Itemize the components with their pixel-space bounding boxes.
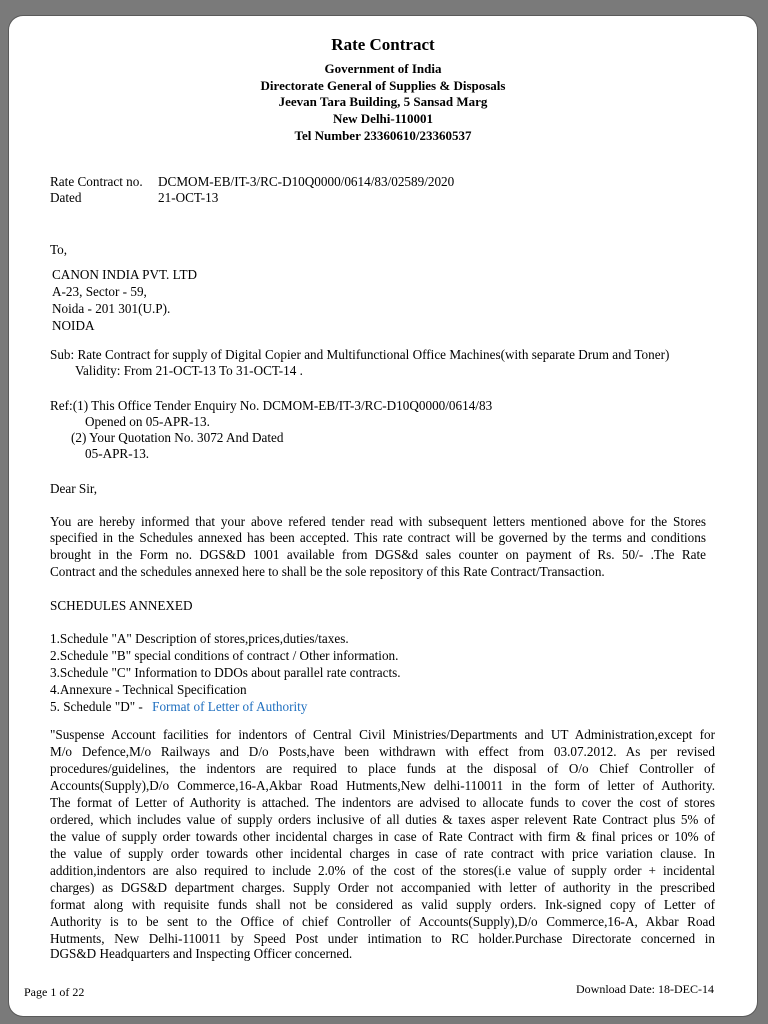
paragraph-2-line: addition,indentors are also required to include 2.0% of the cost of the stores(i.e value of supply order + incidental (50, 863, 715, 878)
paragraph-2-line: format along with requisite funds shall not be considered as valid supply orders. Ink-signed copy of Letter of (50, 897, 715, 912)
letter-of-authority-link[interactable]: Format of Letter of Authority (152, 699, 308, 714)
contract-no-value: DCMOM-EB/IT-3/RC-D10Q0000/0614/83/02589/2020 (158, 174, 455, 189)
paragraph-1-line: specified in the Schedules annexed has been accepted. This rate contract will be governed by the terms and conditions (50, 530, 706, 545)
schedule-item: 4.Annexure - Technical Specification (50, 682, 247, 697)
page-number: Page 1 of 22 (24, 985, 85, 999)
paragraph-2-line: DGS&D Headquarters and Inspecting Officer concerned. (50, 946, 353, 961)
paragraph-2-line: the value of supply order towards other incidental charges in case of rate contract with price variation clause. In (50, 846, 715, 861)
contract-no-label: Rate Contract no. (50, 174, 143, 189)
header-line-building: Jeevan Tara Building, 5 Sansad Marg (278, 94, 488, 109)
subject-line: Sub: Rate Contract for supply of Digital Copier and Multifunctional Office Machines(with separate Drum and Toner) (50, 347, 670, 362)
paragraph-2-line: procedures/guidelines, the indentors are required to place funds at the disposal of O/o Chief Controller of (50, 761, 715, 776)
schedule-5-label: 5. Schedule "D" - (50, 699, 143, 714)
paragraph-2-line: Authority is to be sent to the Office of chief Controller of Accounts(Supply),D/o Commerce,16-A, Akbar Road (50, 914, 715, 929)
paragraph-1-line: brought in the Form no. DGS&D 1001 available from DGS&d sales counter on payment of Rs. 50/- .The Rate (50, 547, 706, 562)
paragraph-2-line: Accounts(Supply),D/o Commerce,16-A,Akbar Road Hutments,New delhi-110011 in the form of letter of Authority. (50, 778, 715, 793)
reference-2-date: 05-APR-13. (85, 446, 150, 461)
schedule-item: 2.Schedule "B" special conditions of contract / Other information. (50, 648, 399, 663)
schedule-item: 3.Schedule "C" Information to DDOs about parallel rate contracts. (50, 665, 401, 680)
paragraph-2-line: The format of Letter of Authority is attached. The indentors are advised to allocate funds to cover the cost of stores (50, 795, 715, 810)
paragraph-2-line: M/o Defence,M/o Railways and D/o Posts,have been withdrawn with effect from 03.07.2012. As per revised (50, 744, 715, 759)
paragraph-1-line: You are hereby informed that your above refered tender read with subsequent letters mentioned above for the Stores (50, 514, 706, 529)
download-date: Download Date: 18-DEC-14 (576, 982, 714, 996)
header-line-government: Government of India (324, 61, 442, 76)
document-title: Rate Contract (331, 35, 435, 54)
validity-line: Validity: From 21-OCT-13 To 31-OCT-14 . (75, 363, 303, 378)
paragraph-2-line: "Suspense Account facilities for indentors of Central Civil Ministries/Departments and UT Administration,except for (50, 727, 715, 742)
paragraph-2-line: Hutments, New Delhi-110011 by Speed Post under intimation to RC holder.Purchase Directorate concerned in (50, 931, 715, 946)
header-line-city: New Delhi-110001 (332, 111, 434, 126)
document-page (9, 16, 757, 1016)
paragraph-1-line: Contract and the schedules annexed here to shall be the sole repository of this Rate Contract/Transaction. (50, 564, 605, 579)
salutation: Dear Sir, (50, 481, 98, 496)
schedule-item (50, 699, 307, 715)
reference-1-opened: Opened on 05-APR-13. (85, 414, 210, 429)
schedule-item: 1.Schedule "A" Description of stores,prices,duties/taxes. (50, 631, 349, 646)
address-line-company: CANON INDIA PVT. LTD (52, 267, 198, 282)
schedules-heading: SCHEDULES ANNEXED (50, 598, 193, 613)
to-label: To, (50, 242, 68, 257)
address-line-town: NOIDA (52, 318, 95, 333)
address-line-city: Noida - 201 301(U.P). (52, 301, 171, 316)
header-line-directorate: Directorate General of Supplies & Disposals (260, 78, 506, 93)
header-line-phone: Tel Number 23360610/23360537 (294, 128, 472, 143)
reference-2: (2) Your Quotation No. 3072 And Dated (71, 430, 284, 445)
paragraph-2-line: the value of supply order towards other incidental charges in case of Rate Contract with firm & final prices or 10% of (50, 829, 715, 844)
paragraph-2-line: charges) as DGS&D department charges. Supply Order not accompanied with letter of authority in the prescribed (50, 880, 715, 895)
reference-1: Ref:(1) This Office Tender Enquiry No. DCMOM-EB/IT-3/RC-D10Q0000/0614/83 (50, 398, 493, 413)
dated-label: Dated (50, 190, 82, 205)
dated-value: 21-OCT-13 (158, 190, 219, 205)
address-line-street: A-23, Sector - 59, (52, 284, 147, 299)
paragraph-2-line: ordered, which includes value of supply orders inclusive of all duties & taxes asper relevent Rate Contract plus 5% of (50, 812, 715, 827)
